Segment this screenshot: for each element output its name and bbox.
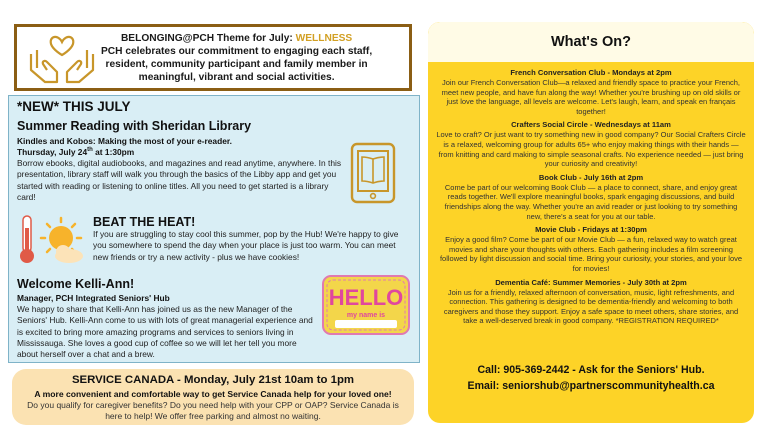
banner-line3: resident, community participant and family member in	[105, 58, 368, 70]
hello-sticker-icon	[321, 274, 411, 336]
event-body: Come be part of our welcoming Book Club — a place to connect, share, and enjoy great reads together. We'll explore meaningful books, spark engaging discussions, and build friendships along the way. Whether you're an avid reader or just looking to try something new, there's a seat for you at our table.	[444, 182, 738, 221]
new-header: *NEW* THIS JULY	[17, 99, 131, 114]
contact-info	[428, 362, 754, 394]
event-title: Dementia Café: Summer Memories - July 30th at 2pm	[495, 277, 687, 287]
library-subtitle: Kindles and Kobos: Making the most of your e-reader.	[17, 136, 232, 146]
event-body: Join our French Conversation Club—a relaxed and friendly space to practice your French, meet new people, and have fun along the way! Whether you're brushing up on old skills or just love the language, all levels are welcome. Let's laugh, learn, and speak en français together!	[441, 78, 741, 116]
library-date: Thursday, July 24th at 1:30pm	[17, 147, 135, 157]
event-title: Crafters Social Circle - Wednesdays at 11am	[511, 120, 671, 130]
event-title: French Conversation Club - Mondays at 2pm	[510, 68, 672, 77]
library-title: Summer Reading with Sheridan Library	[17, 119, 252, 133]
library-body: Borrow ebooks, digital audiobooks, and magazines and read anytime, anywhere. In this presentation, library staff will walk you through the basics of the Libby app and get you started with reading or listening to online titles. All you need to get started is a library card!	[17, 158, 342, 202]
new-this-july-panel	[8, 95, 420, 363]
service-title: SERVICE CANADA - Monday, July 21st 10am to 1pm	[71, 374, 355, 386]
list-item	[436, 225, 746, 273]
list-item	[436, 278, 746, 326]
service-subtitle: A more convenient and comfortable way to get Service Canada help for your loved one!	[34, 389, 392, 399]
list-item	[436, 68, 746, 116]
event-body: Love to craft? Or just want to try something new in good company? Our Social Crafters Circle is a relaxed, welcoming group for adults 65+ who enjoy making things with their hands — from knitting and card making to simple seasonal crafts. No experience needed — just bring your curiosity and creativity!	[436, 130, 746, 169]
banner-line4: meaningful, vibrant and social activities.	[138, 71, 335, 83]
tablet-icon	[348, 141, 398, 205]
events-list	[436, 68, 746, 330]
whats-on-header	[428, 22, 754, 62]
welcome-body: We happy to share that Kelli-Ann has joined us as the new Manager of the Seniors' Hub. Kelli-Ann come to us with lots of great managerial experience and is excited to bring more amazing programs and services to seniors living in Mississauga. She loves a good cup of coffee so we will let her tell you more about herself over a chat and a brew.	[17, 304, 313, 360]
banner-prefix: BELONGING@PCH Theme for July:	[120, 32, 293, 44]
banner-line2: PCH celebrates our commitment to engaging each staff,	[101, 45, 373, 57]
banner-text	[101, 32, 378, 84]
welcome-title: Welcome Kelli-Ann!	[17, 277, 135, 291]
email-line: Email: seniorshub@partnerscommunityhealth.ca	[467, 380, 715, 392]
heat-body: If you are struggling to stay cool this summer, pop by the Hub! We're happy to give you somewhere to spend the day when your place is just too warm. You can meet new friends or try a new activity - plus we have cookies!	[93, 229, 399, 262]
sticker-name: my name is	[346, 312, 386, 319]
event-title: Movie Club - Fridays at 1:30pm	[535, 225, 647, 235]
welcome-subtitle: Manager, PCH Integrated Seniors' Hub	[17, 293, 170, 303]
service-canada-box	[12, 369, 414, 425]
heat-title: BEAT THE HEAT!	[93, 215, 196, 229]
sticker-hello: HELLO	[328, 285, 404, 310]
event-body: Join us for a friendly, relaxed afternoon of conversation, music, light refreshments, and connection. This gathering is designed to be dementia-friendly and welcoming to both caregivers and those they support. Enjoy a safe space to meet others, share stories, and take a well-deserved break in good company. *REGISTRATION REQUIRED*	[443, 287, 739, 326]
list-item	[436, 120, 746, 168]
list-item	[436, 173, 746, 221]
service-body: Do you qualify for caregiver benefits? Do you need help with your CPP or OAP? Service Canada is here to help! We offer free parking and almost no waiting.	[27, 400, 399, 421]
whats-on-panel	[428, 22, 754, 423]
phone-line: Call: 905-369-2442 - Ask for the Seniors' Hub.	[477, 364, 705, 376]
banner-theme: WELLNESS	[295, 32, 353, 44]
hands-heart-icon	[23, 28, 101, 88]
sun-thermometer-icon	[15, 210, 87, 270]
event-body: Enjoy a good film? Come be part of our Movie Club — a fun, relaxed way to watch great movies and share your thoughts with others. Each gathering includes a film screening followed by light discussion and social time. Bring your curiosity, your stories, and your love for movies!	[439, 235, 743, 273]
event-title: Book Club - July 16th at 2pm	[538, 172, 644, 182]
whats-on-title: What's On?	[551, 34, 631, 50]
theme-banner	[14, 24, 412, 91]
